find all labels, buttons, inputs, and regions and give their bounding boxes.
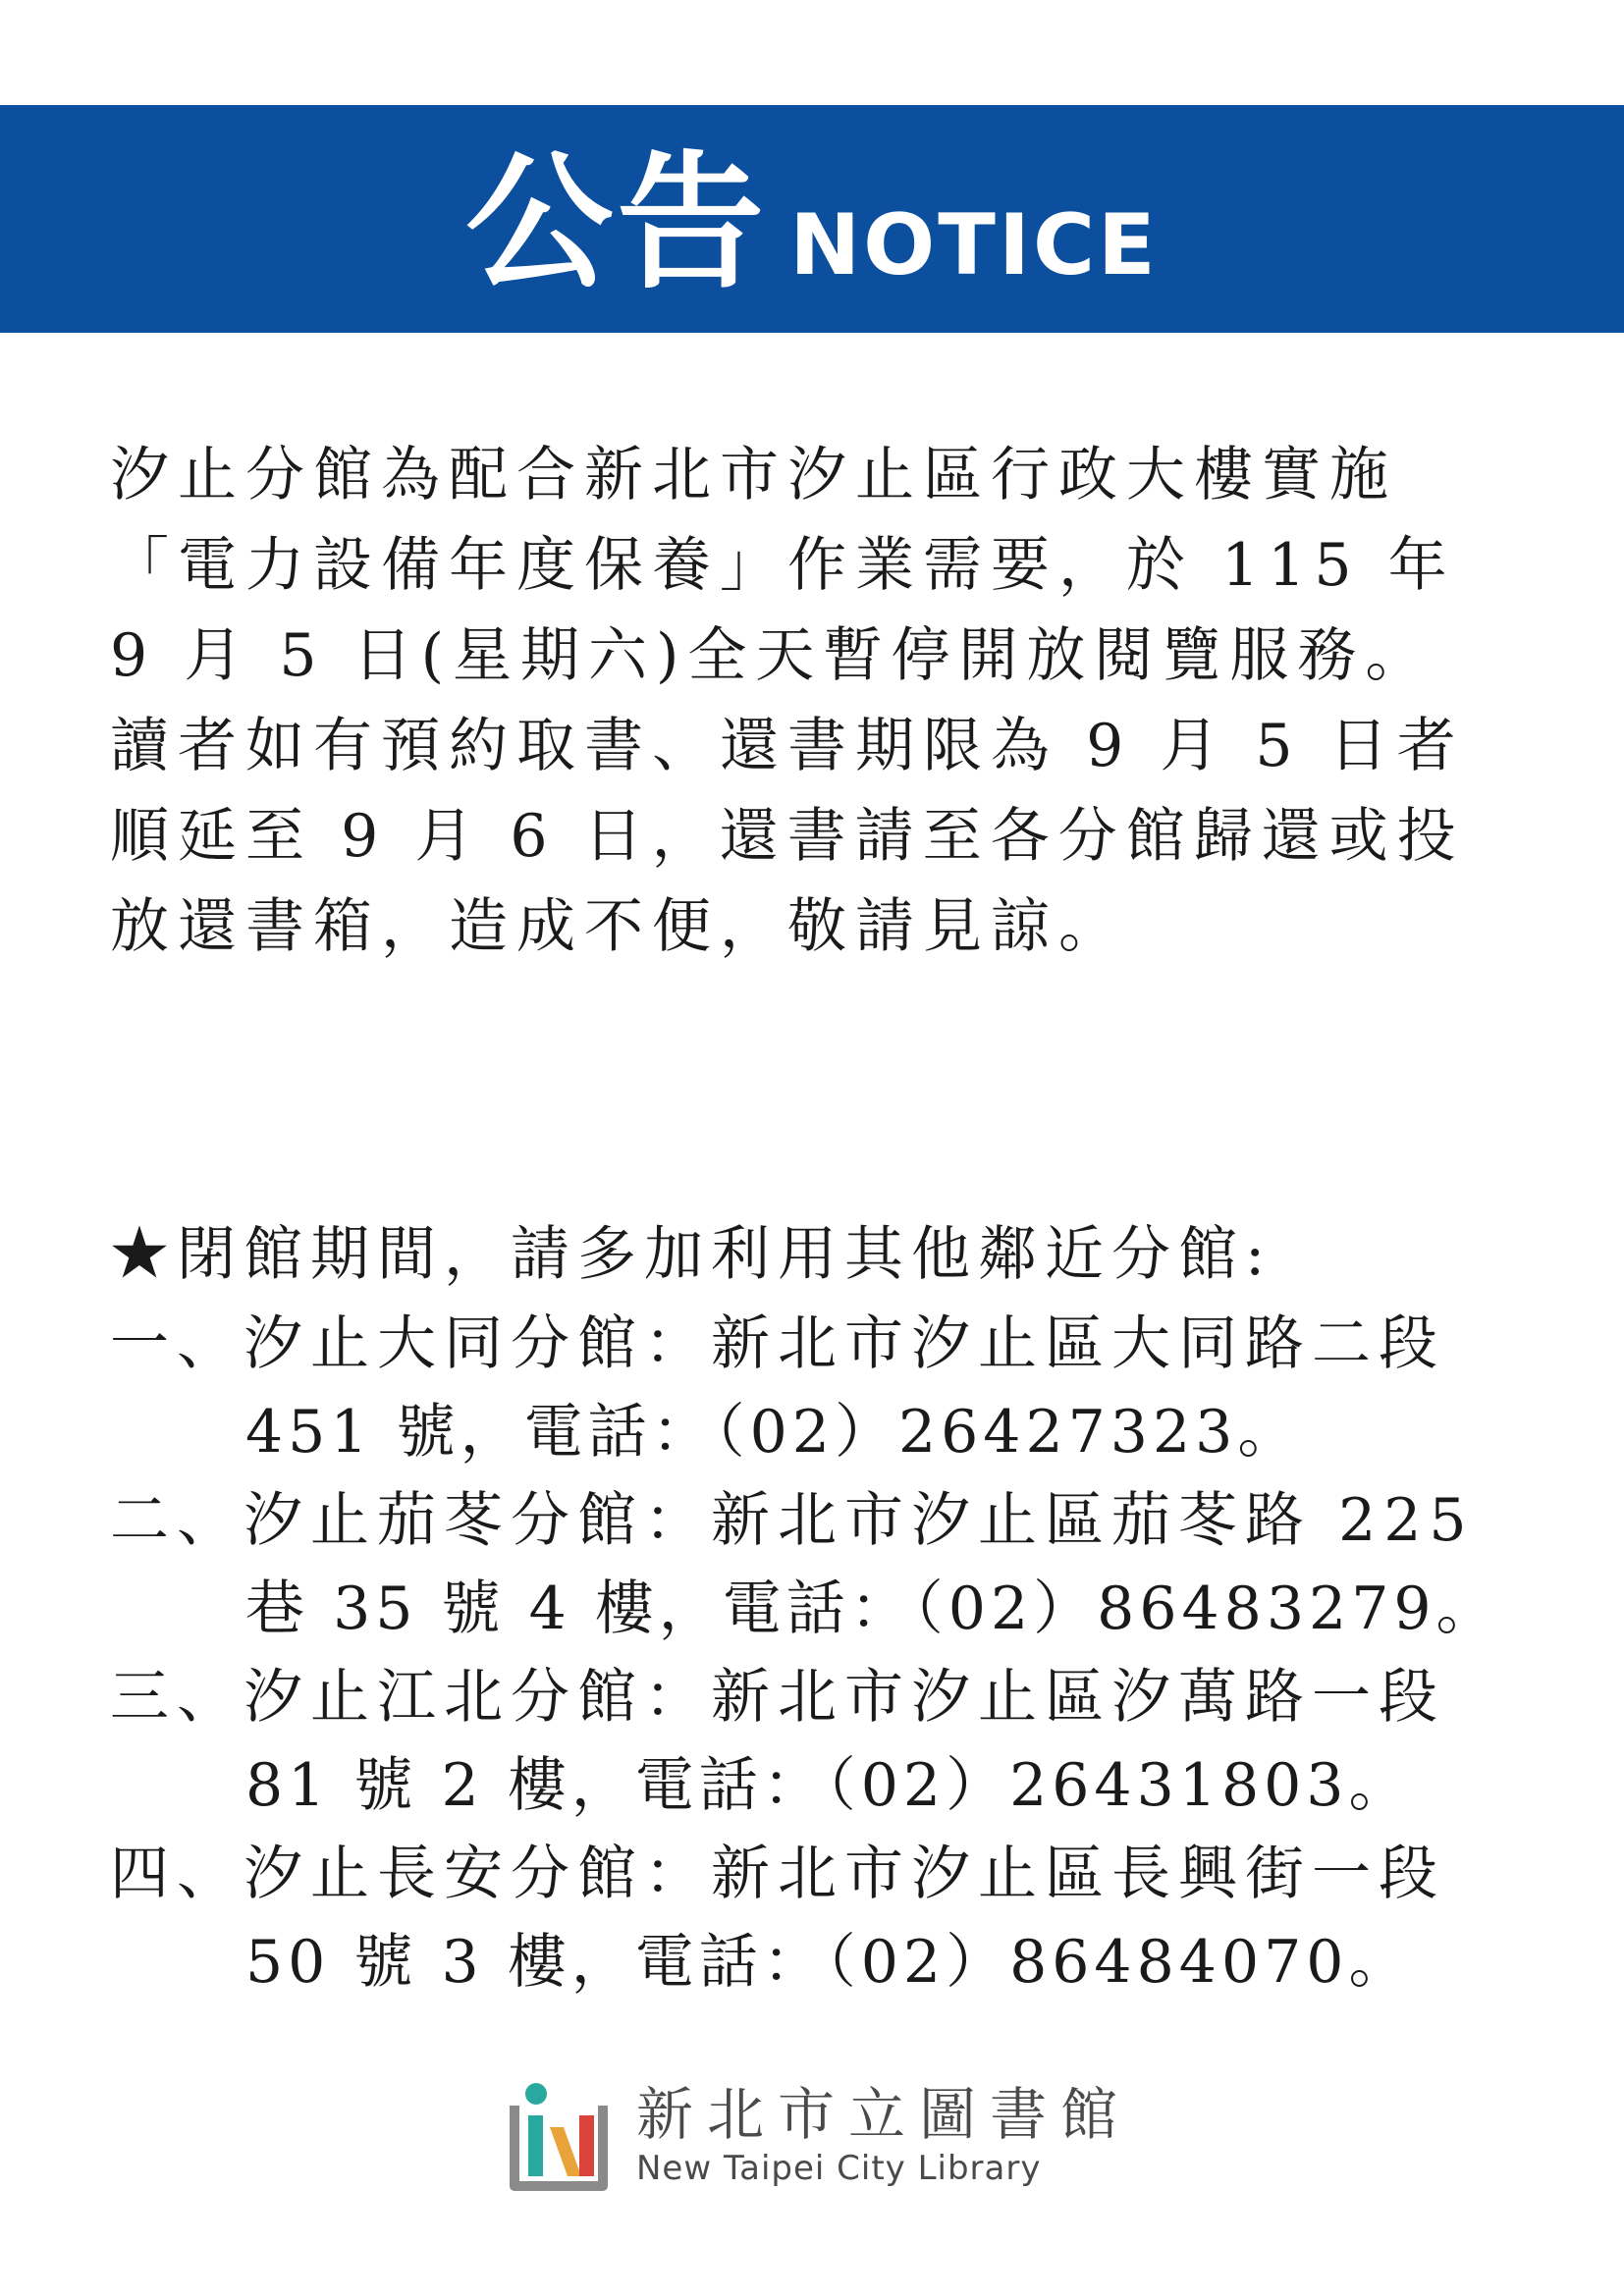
notice-banner xyxy=(0,105,1624,333)
notice-line: 讀者如有預約取書、還書期限為 9 月 5 日者 xyxy=(110,712,1465,780)
branch-name-address: 四、汐止長安分館：新北市汐止區長興街一段 xyxy=(110,1840,1445,1908)
branches-heading: ★閉館期間，請多加利用其他鄰近分館: xyxy=(110,1220,1273,1289)
branch-number-phone: 451 號，電話：（02）26427323。 xyxy=(245,1398,1302,1467)
notice-line: 「電力設備年度保養」作業需要，於 115 年 xyxy=(110,531,1456,600)
library-logo-icon xyxy=(501,2076,617,2196)
branch-number-phone: 巷 35 號 4 樓，電話：（02）86483279。 xyxy=(245,1575,1500,1643)
library-name-en: New Taipei City Library xyxy=(636,2149,1042,2188)
branch-number-phone: 50 號 3 樓，電話：（02）86484070。 xyxy=(245,1928,1413,1997)
library-name-zh: 新北市立圖書館 xyxy=(636,2081,1132,2148)
branch-name-address: 一、汐止大同分館：新北市汐止區大同路二段 xyxy=(110,1309,1445,1378)
branch-name-address: 二、汐止茄苳分館：新北市汐止區茄苳路 225 xyxy=(110,1486,1475,1555)
branch-item-jiangbei xyxy=(110,1653,1504,1830)
branch-number-phone: 81 號 2 樓，電話：（02）26431803。 xyxy=(245,1751,1413,1820)
nearby-branches-list xyxy=(110,1209,1504,2006)
notice-line: 9 月 5 日(星期六)全天暫停開放閱覽服務。 xyxy=(110,621,1434,690)
notice-line: 順延至 9 月 6 日，還書請至各分館歸還或投 xyxy=(110,802,1465,871)
library-logo xyxy=(501,2076,1131,2196)
branch-name-address: 三、汐止江北分館：新北市汐止區汐萬路一段 xyxy=(110,1663,1445,1732)
branch-item-changan xyxy=(110,1830,1504,2006)
notice-paragraph xyxy=(110,430,1465,972)
banner-title xyxy=(465,138,1159,309)
notice-line: 放還書箱，造成不便，敬請見諒。 xyxy=(110,892,1126,961)
notice-line: 汐止分館為配合新北市汐止區行政大樓實施 xyxy=(110,441,1397,509)
banner-title-en: NOTICE xyxy=(789,196,1159,294)
library-name xyxy=(636,2082,1131,2190)
branch-item-jiadong xyxy=(110,1476,1504,1653)
branch-item-datong xyxy=(110,1300,1504,1476)
banner-title-zh: 公告 xyxy=(465,138,769,309)
